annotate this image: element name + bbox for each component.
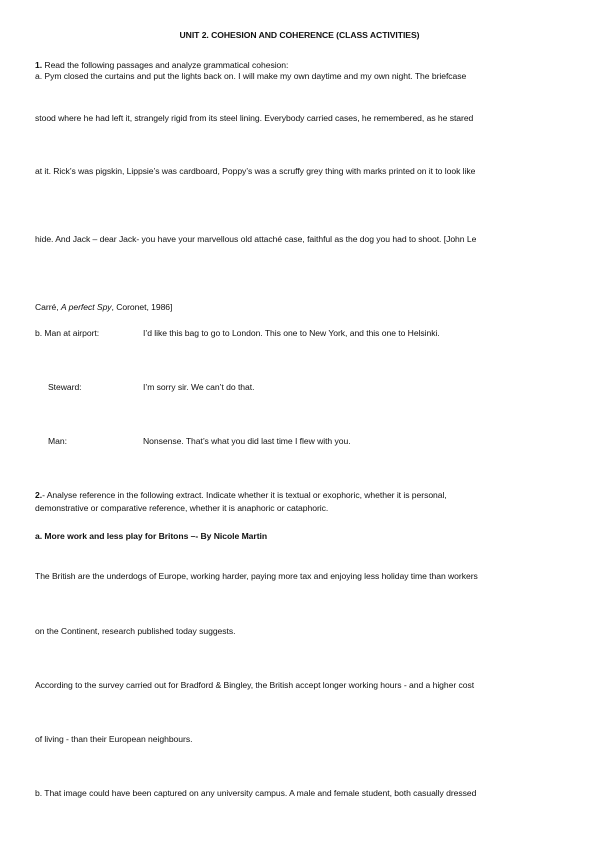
exercise-2-heading-line-2: demonstrative or comparative reference, whether it is anaphoric or cataphoric. xyxy=(35,503,329,513)
exercise-1-heading xyxy=(35,60,288,71)
dialogue-line xyxy=(35,328,440,339)
passage-a-citation xyxy=(35,302,172,313)
citation-publisher: , Coronet, 1986] xyxy=(111,302,173,312)
dialogue-speaker: b. Man at airport: xyxy=(35,328,100,338)
article-line: According to the survey carried out for Bradford & Bingley, the British accept longer working hours - and a higher cost xyxy=(35,680,475,690)
exercise-1-number: 1. xyxy=(35,60,43,70)
dialogue-text: I’d like this bag to go to London. This one to New York, and this one to Helsinki. xyxy=(143,328,440,338)
part-b-line: b. That image could have been captured on any university campus. A male and female student, both casually dressed xyxy=(35,788,477,798)
article-line: of living - than their European neighbours. xyxy=(35,734,193,744)
dialogue-text: Nonsense. That’s what you did last time I flew with you. xyxy=(143,436,351,446)
exercise-1-instruction: Read the following passages and analyze grammatical cohesion: xyxy=(42,60,289,70)
exercise-2-heading-line-1 xyxy=(35,490,447,501)
dialogue-line xyxy=(48,382,254,393)
passage-a-line-4: hide. And Jack – dear Jack- you have your marvellous old attaché case, faithful as the dog you had to shoot. [John Le xyxy=(35,234,477,244)
passage-a-line-2: stood where he had left it, strangely rigid from its steel lining. Everybody carried cases, he remembered, as he stared xyxy=(35,113,474,123)
citation-book-title: A perfect Spy xyxy=(60,302,112,312)
article-line: The British are the underdogs of Europe, working harder, paying more tax and enjoying less holiday time than workers xyxy=(35,571,478,581)
dialogue-speaker: Man: xyxy=(48,436,67,446)
citation-author: Carré, xyxy=(35,302,61,312)
passage-a-line-1: a. Pym closed the curtains and put the lights back on. I will make my own daytime and my own night. The briefcase xyxy=(35,71,467,81)
dialogue-line xyxy=(48,436,351,447)
dialogue-speaker: Steward: xyxy=(48,382,82,392)
exercise-2-instruction: - Analyse reference in the following extract. Indicate whether it is textual or exophoric, whether it is personal, xyxy=(42,490,447,500)
page-title: UNIT 2. COHESION AND COHERENCE (CLASS ACTIVITIES) xyxy=(179,30,420,40)
dialogue-text: I’m sorry sir. We can’t do that. xyxy=(143,382,255,392)
article-line: on the Continent, research published today suggests. xyxy=(35,626,236,636)
exercise-2-number: 2. xyxy=(35,490,43,500)
article-title: a. More work and less play for Britons –- By Nicole Martin xyxy=(35,531,268,541)
passage-a-line-3: at it. Rick’s was pigskin, Lippsie’s was cardboard, Poppy’s was a scruffy grey thing with marks printed on it to look like xyxy=(35,166,476,176)
